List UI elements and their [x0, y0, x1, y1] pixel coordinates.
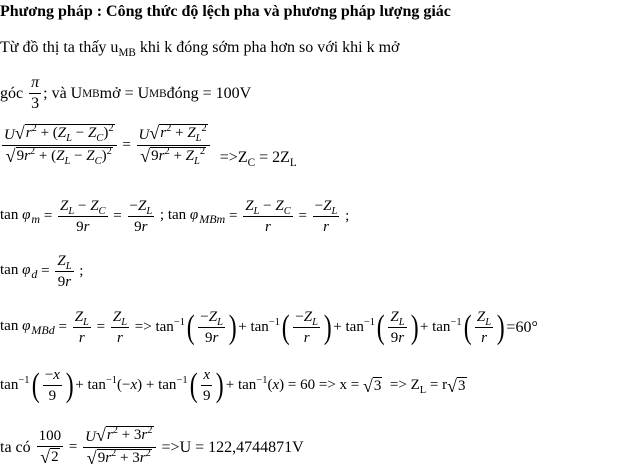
section-title: Phương pháp : Công thức độ lệch pha và phương pháp lượng giác: [0, 3, 451, 20]
fraction-rhs: U √ $r^2 + Z_L^2$ √ $9r^2 + Z_L^2$: [137, 124, 210, 167]
equation-6: ta có 100 √ 2 = U √ $r^2 + 3r^2$ √ $9r^2 + 3r^2$ =>U = 122,4744871V: [0, 425, 304, 468]
equation-4: $\tan \varphi_{MBd}$ = $\frac{Z_L}{r}$ = $\frac{Z_L}{r}$ => $\tan^{-1}$ ( $\frac{-Z_L}{9r}$ ) + $\tan^{-1}$ ( $\frac{-Z_L}{r}$ ) + $\tan^{-1}$ ( $\frac{Z_L}{9r}$ ) + $\tan^{-1}$ ( $\frac{Z_L}{r}$ ) =60°: [0, 308, 538, 346]
final-result: =>U = 122,4744871V: [161, 438, 304, 456]
equation-1: U √ $r^2 + (Z_L - Z_C)^2$ √ $9r^2 + (Z_L - Z_C)^2$ = U √ $r^2 + Z_L^2$ √ $9r^2 + Z_L^2$ $=>Z_C = 2Z_L$: [4, 123, 297, 169]
equation-5: $\tan^{-1}$ ( $\frac{-x}{9}$ ) + $\tan^{-1}(-x) + \tan^{-1}$ ( $\frac{x}{9}$ ) + $\tan^{-1}(x) = 60 => x$ = √ 3 => $Z_L = r$ √ 3: [0, 366, 466, 404]
result-zc: $=>Z_C = 2Z_L$: [219, 148, 297, 169]
angle-line: góc $\frac{\pi}{3}$ ; và U MB mở = U MB đóng = 100V: [0, 74, 252, 112]
intro-line: Từ đồ thị ta thấy $u_{MB}$ khi k đóng sớm pha hơn so với khi k mở: [0, 39, 400, 60]
fraction-lhs: U √ $r^2 + (Z_L - Z_C)^2$ √ $9r^2 + (Z_L - Z_C)^2$: [2, 124, 117, 167]
result-60-degrees: =60°: [506, 318, 538, 336]
equation-2: $\tan \varphi_m$ = $\frac{Z_L - Z_C}{9r}$ = $\frac{-Z_L}{9r}$ ; $\tan \varphi_{MBm}$ = $\frac{Z_L - Z_C}{r}$ = $\frac{-Z_L}{r}$ ;: [0, 198, 350, 235]
equation-3: $\tan \varphi_d$ = $\frac{Z_L}{9r}$ ;: [0, 253, 84, 290]
pi-over-3: $\frac{\pi}{3}$: [31, 74, 40, 112]
